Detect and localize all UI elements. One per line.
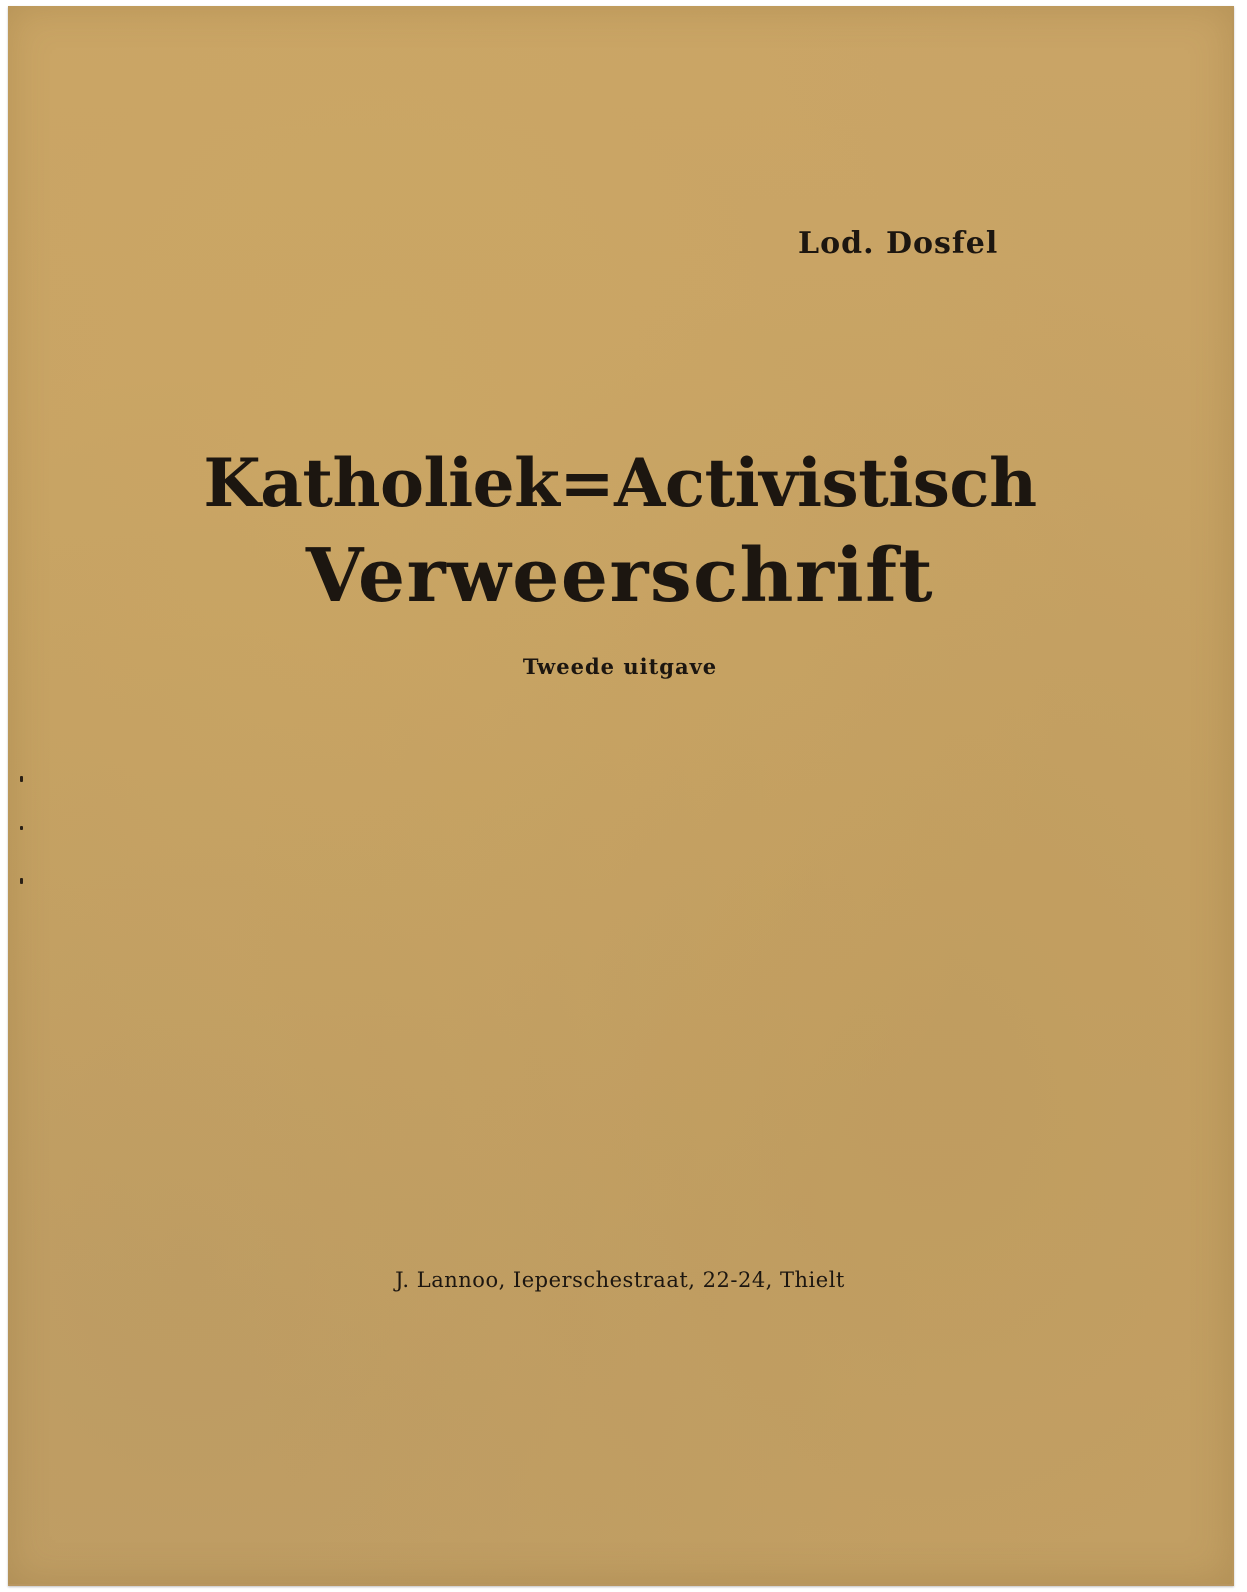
- edition-label: Tweede uitgave: [522, 654, 718, 679]
- title-line-2: Verweerschrift: [305, 533, 935, 619]
- title-line-1: Katholiek=Activistisch: [203, 444, 1037, 522]
- paper-speck: [20, 826, 23, 830]
- book-cover: [8, 6, 1234, 1586]
- author-name: Lod. Dosfel: [798, 226, 999, 261]
- paper-speck: [20, 776, 23, 782]
- paper-speck: [20, 878, 23, 884]
- publisher-line: J. Lannoo, Ieperschestraat, 22-24, Thielt: [395, 1268, 845, 1292]
